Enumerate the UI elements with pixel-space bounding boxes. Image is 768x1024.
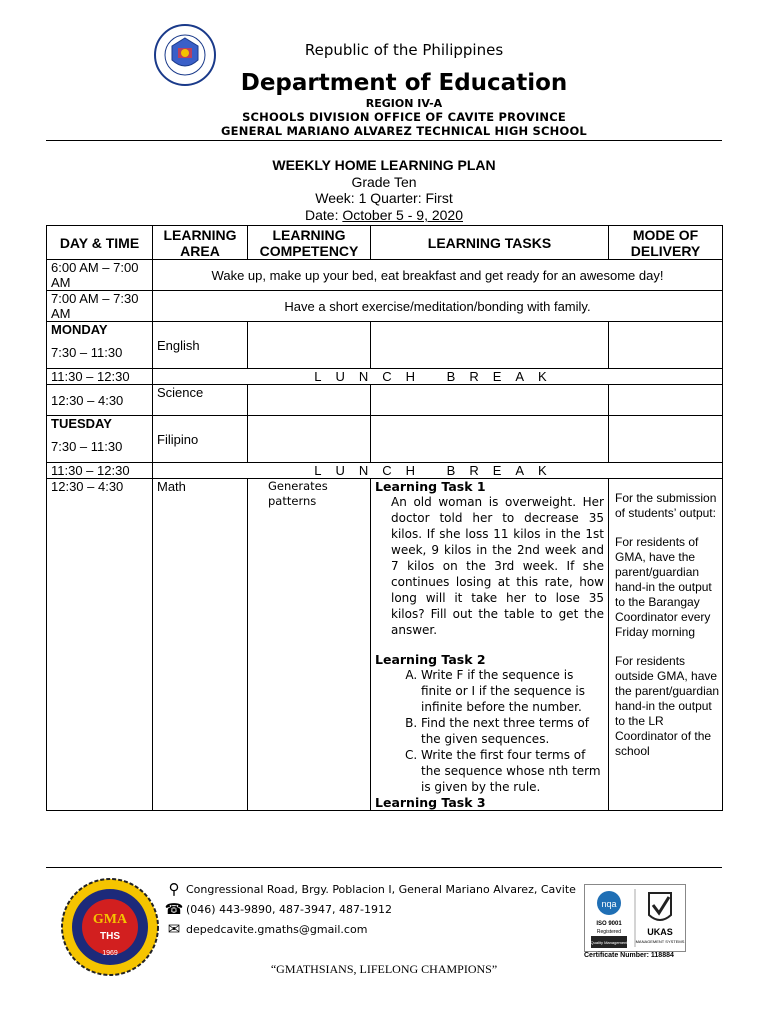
row-time: 12:30 – 4:30	[47, 385, 153, 416]
plan-grade: Grade Ten	[351, 174, 417, 190]
table-row-lunch	[47, 369, 723, 385]
list-item: B. Find the next three terms of the given sequences.	[421, 715, 604, 747]
table-row	[47, 260, 723, 291]
header-learning-area: LEARNING AREA	[153, 226, 248, 260]
tuesday-cell	[47, 416, 153, 463]
task2-title: Learning Task 2	[375, 652, 486, 667]
footer-divider	[46, 867, 722, 868]
day-time: 7:30 – 11:30	[51, 345, 123, 360]
republic-heading: Republic of the Philippines	[304, 41, 504, 59]
table-row	[47, 385, 723, 416]
plan-title: WEEKLY HOME LEARNING PLAN	[272, 157, 496, 173]
division-heading: SCHOOLS DIVISION OFFICE OF CAVITE PROVINCE	[242, 110, 566, 124]
learning-area: Science	[153, 385, 248, 416]
table-row	[47, 291, 723, 322]
learning-area: Filipino	[153, 416, 248, 463]
emblem-year: 1969	[102, 950, 118, 957]
task1-text: An old woman is overweight. Her doctor told her to decrease 35 kilos. If she loss 11 kilos in the 1st week, 9 kilos in the 2nd week and 7 kilos on the 3rd week. If she continues losing at this rate, how long will it take her to lose 35 kilos? Fill out the table to get the answer.	[391, 495, 604, 637]
list-item: C. Write the first four terms of the sequence whose nth term is given by the rule.	[421, 747, 604, 795]
row-time: 6:00 AM – 7:00 AM	[47, 260, 153, 291]
task3-title: Learning Task 3	[375, 795, 486, 810]
cert-left-label: ISO 9001	[596, 921, 622, 927]
footer-phone: (046) 443-9890, 487-3947, 487-1912	[186, 903, 392, 916]
table-row-tuesday	[47, 416, 723, 463]
emblem-sub: THS	[100, 931, 120, 942]
table-row-monday	[47, 322, 723, 369]
plan-date	[0, 207, 768, 223]
learning-tasks-cell	[371, 479, 609, 811]
plan-week-quarter: Week: 1 Quarter: First	[315, 190, 453, 206]
row-time: 11:30 – 12:30	[47, 463, 153, 479]
task1-title: Learning Task 1	[375, 479, 486, 494]
region-heading: REGION IV-A	[365, 97, 443, 110]
header-learning-tasks: LEARNING TASKS	[371, 226, 609, 260]
cert-left-sub2: Quality Management	[590, 940, 628, 945]
plan-date-value: October 5 - 9, 2020	[342, 207, 463, 223]
svg-text:nqa: nqa	[601, 899, 617, 909]
phone-icon: ☎	[164, 901, 184, 918]
row-time: 7:00 AM – 7:30 AM	[47, 291, 153, 322]
learning-competency: Generates patterns	[248, 479, 371, 811]
row-activity: Wake up, make up your bed, eat breakfast and get ready for an awesome day!	[153, 260, 723, 291]
day-label: TUESDAY	[51, 416, 112, 431]
mode-of-delivery-cell	[609, 479, 723, 811]
footer-address: Congressional Road, Brgy. Poblacion I, General Mariano Alvarez, Cavite	[186, 883, 576, 896]
learning-plan-table	[46, 225, 723, 811]
mode-text: For residents of GMA, have the parent/guardian hand-in the output to the Barangay Coordinator every Friday morning	[615, 535, 712, 639]
header-mode-of-delivery: MODE OF DELIVERY	[609, 226, 723, 260]
mode-text: For residents outside GMA, have the parent/guardian hand-in the output to the LR Coordinator of the school	[615, 654, 720, 758]
plan-date-label: Date:	[305, 207, 343, 223]
lunch-break-label: LUNCH BREAK	[153, 369, 723, 385]
day-time: 7:30 – 11:30	[51, 439, 123, 454]
school-heading: GENERAL MARIANO ALVAREZ TECHNICAL HIGH SCHOOL	[221, 124, 587, 138]
row-activity: Have a short exercise/meditation/bonding with family.	[153, 291, 723, 322]
cert-right-label: UKAS	[647, 927, 673, 937]
table-header-row	[47, 226, 723, 260]
day-label: MONDAY	[51, 322, 108, 337]
emblem-text: GMA	[92, 912, 128, 927]
list-item: A. Write F if the sequence is finite or I if the sequence is infinite before the number.	[421, 667, 604, 715]
department-heading: Department of Education	[240, 70, 568, 96]
lunch-break-label: LUNCH BREAK	[153, 463, 723, 479]
row-time: 12:30 – 4:30	[47, 479, 153, 811]
learning-area: English	[153, 322, 248, 369]
mode-text: For the submission of students’ output:	[615, 491, 717, 520]
task2-list	[375, 667, 604, 795]
header-learning-competency: LEARNING COMPETENCY	[248, 226, 371, 260]
iso-certification-badge	[584, 884, 686, 952]
header-day-time: DAY & TIME	[47, 226, 153, 260]
monday-cell	[47, 322, 153, 369]
row-time: 11:30 – 12:30	[47, 369, 153, 385]
email-icon: ✉	[167, 921, 181, 938]
table-row-math	[47, 479, 723, 811]
certificate-number: Certificate Number: 118884	[584, 952, 674, 959]
footer-email: depedcavite.gmaths@gmail.com	[186, 923, 368, 936]
table-row-lunch	[47, 463, 723, 479]
header-divider	[46, 140, 722, 141]
cert-right-sub: MANAGEMENT SYSTEMS	[635, 939, 685, 944]
location-pin-icon: ⚲	[168, 881, 180, 898]
learning-area: Math	[153, 479, 248, 811]
school-motto: “GMATHSIANS, LIFELONG CHAMPIONS”	[270, 962, 498, 976]
cert-left-sub: Registered	[596, 929, 622, 935]
